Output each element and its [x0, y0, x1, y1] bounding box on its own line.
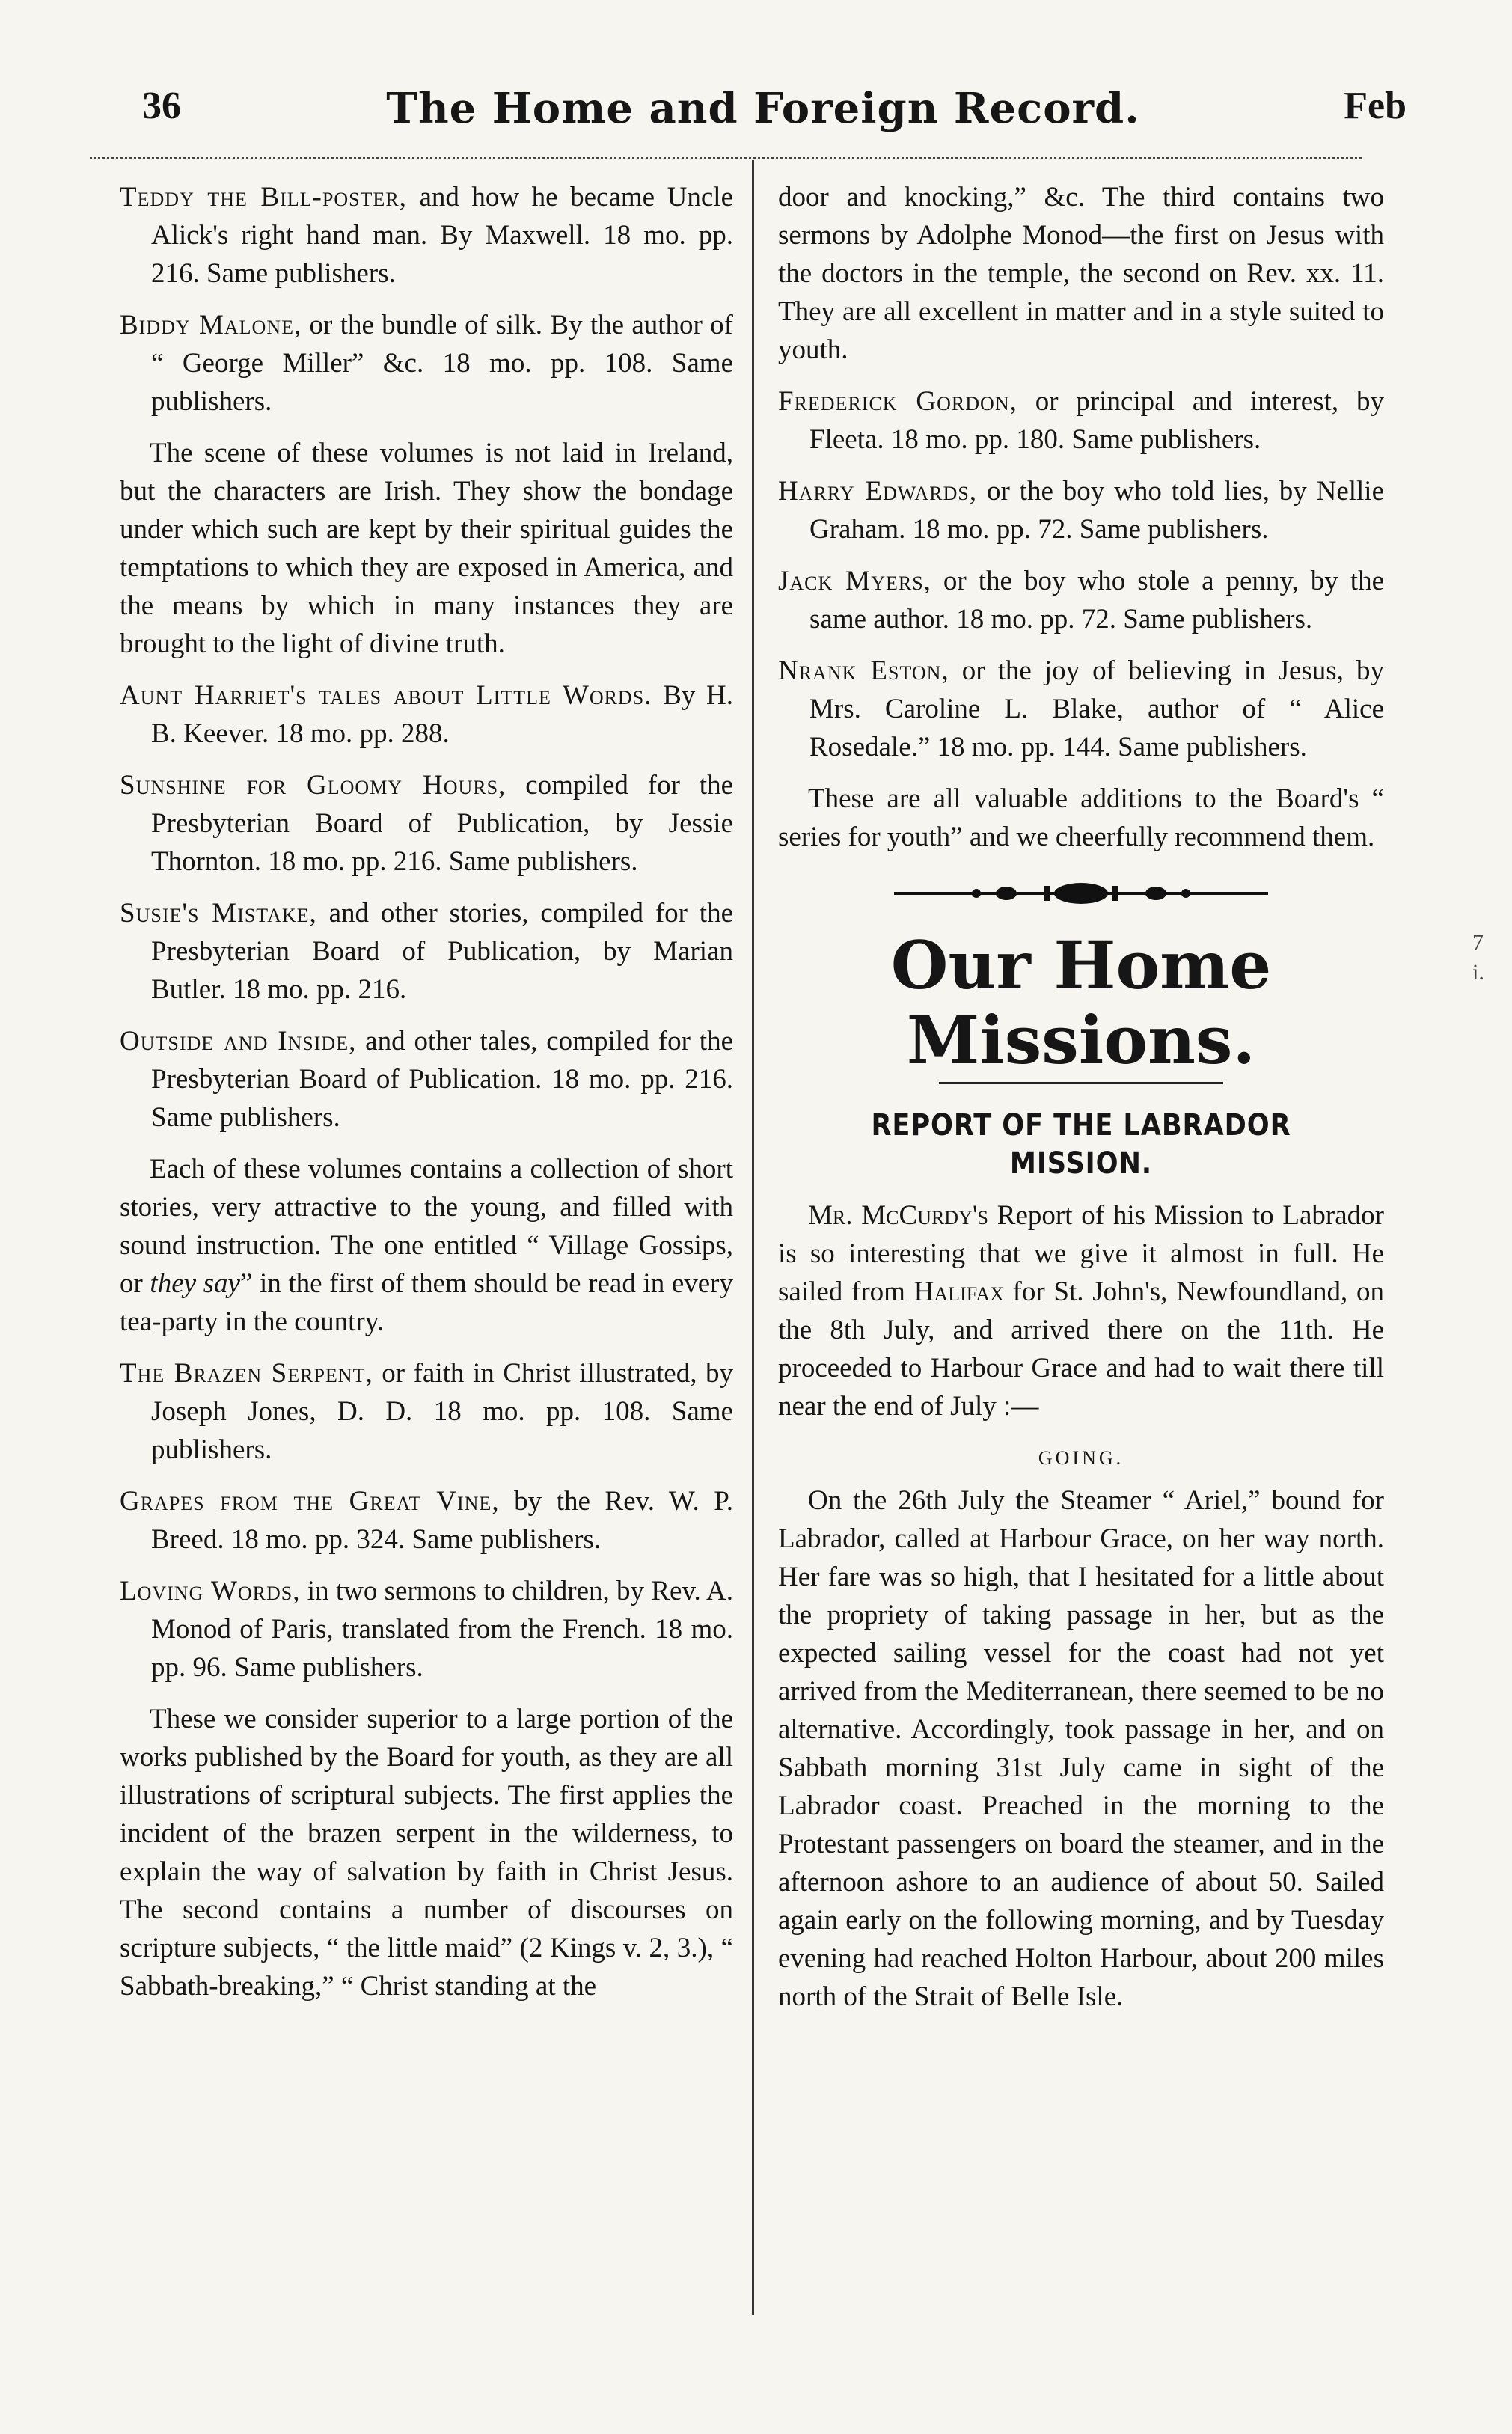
report-heading: REPORT OF THE LABRADOR MISSION. [871, 1108, 1291, 1181]
book-entry [120, 178, 733, 293]
book-title: Nrank Eston, [778, 655, 949, 686]
paragraph [120, 1150, 733, 1341]
book-details: and other tales, compiled for the Presbyterian Board of Publication. 18 mo. pp. 216. Same publishers. [151, 1026, 734, 1133]
paragraph: On the 26th July the Steamer “ Ariel,” bound for Labrador, called at Harbour Grace, on her way north. Her fare was so high, that I hesitated for a little about the propriety of taking passage in her, but as the expected sailing vessel for the coast had not yet arrived from the Mediterranean, there seemed to be no alternative. Accordingly, took passage in her, and on Sabbath morning 31st July came in sight of the Labrador coast. Preached in the morning to the Protestant passengers on board the steamer, and in the afternoon ashore to an audience of about 50. Sailed again early on the following morning, and by Tuesday evening had reached Holton Harbour, about 200 miles north of the Strait of Belle Isle. [778, 1485, 1384, 2012]
book-details: By H. B. Keever. 18 mo. pp. 288. [151, 680, 733, 749]
book-details: or the boy who told lies, by Nellie Graham. 18 mo. pp. 72. Same publishers. [809, 476, 1384, 545]
paragraph-text: Each of these volumes contains a collection of short stories, very attractive to the young, and filled with sound instruction. The one entitled “ Village Gossips, or [120, 1154, 733, 1299]
margin-marks [1472, 928, 1484, 988]
book-details: in two sermons to children, by Rev. A. Monod of Paris, translated from the French. 18 mo. pp. 96. Same publishers. [151, 1576, 733, 1683]
book-entry [120, 894, 733, 1009]
book-details: or the joy of believing in Jesus, by Mrs. Caroline L. Blake, author of “ Alice Rosedale.” 18 mo. pp. 144. Same publishers. [809, 655, 1384, 762]
page-header [120, 84, 1407, 144]
paragraph: door and knocking,” &c. The third contains two sermons by Adolphe Monod—the first on Jesus with the doctors in the temple, the second on Rev. xx. 11. They are all excellent in matter and in a style suited to youth. [778, 182, 1384, 365]
right-column [778, 178, 1384, 2029]
book-entry [778, 652, 1384, 766]
book-entry [120, 306, 733, 421]
section-title: Our Home Missions. [890, 926, 1272, 1079]
paragraph: These are all valuable additions to the Board's “ series for youth” and we cheerfully recommend them. [778, 783, 1384, 852]
book-title: Harry Edwards, [778, 476, 978, 507]
paragraph-text: ” in the first of them should be read in every tea-party in the country. [120, 1268, 733, 1337]
page-number: 36 [142, 85, 181, 127]
book-title: Outside and Inside, [120, 1026, 357, 1057]
book-details: and other stories, compiled for the Presbyterian Board of Publication, by Marian Butler. 18 mo. pp. 216. [151, 898, 733, 1005]
book-title: Sunshine for Gloomy Hours, [120, 770, 506, 801]
decorative-ornament [887, 878, 1276, 908]
book-entry [120, 676, 733, 753]
book-details: by the Rev. W. P. Breed. 18 mo. pp. 324. Same publishers. [151, 1486, 734, 1555]
running-title: The Home and Foreign Record. [386, 84, 1140, 133]
book-title: Grapes from the Great Vine, [120, 1486, 500, 1517]
book-details: compiled for the Presbyterian Board of Publication, by Jessie Thornton. 18 mo. pp. 216. Same publishers. [151, 770, 734, 877]
column-divider [752, 160, 754, 2315]
book-details: and how he became Uncle Alick's right hand man. By Maxwell. 18 mo. pp. 216. Same publishers. [151, 182, 733, 289]
paragraph-text: Report of his Mission to Labrador is so interesting that we give it almost in full. He sailed from [778, 1200, 1385, 1307]
book-title: The Brazen Serpent, [120, 1358, 373, 1389]
book-entry [120, 1572, 733, 1687]
header-month: Feb [1344, 85, 1407, 127]
book-title: Aunt Harriet's tales about Little Words. [120, 680, 652, 711]
book-entry [778, 382, 1384, 459]
paragraph-text: for St. John's, Newfoundland, on the 8th July, and arrived there on the 11th. He proceeded to Harbour Grace and had to wait there till near the end of July :— [778, 1276, 1384, 1422]
book-entry [120, 1354, 733, 1469]
book-details: or the bundle of silk. By the author of “ George Miller” &c. 18 mo. pp. 108. Same publishers. [151, 310, 733, 417]
book-title: Loving Words, [120, 1576, 301, 1606]
book-title: Susie's Mistake, [120, 898, 317, 929]
emphasis-text: they say [150, 1268, 240, 1299]
person-name: Mr. McCurdy's [808, 1200, 988, 1231]
margin-mark: i. [1472, 960, 1484, 985]
place-name: Halifax [913, 1276, 1004, 1307]
book-entry [778, 562, 1384, 638]
book-details: or principal and interest, by Fleeta. 18 mo. pp. 180. Same publishers. [809, 386, 1385, 455]
book-entry [778, 472, 1384, 548]
paragraph [778, 1196, 1384, 1425]
book-details: or the boy who stole a penny, by the same author. 18 mo. pp. 72. Same publishers. [809, 566, 1384, 635]
book-entry [120, 1482, 733, 1559]
subheading: GOING. [1038, 1447, 1124, 1469]
header-divider [90, 157, 1362, 159]
book-entry [120, 1022, 733, 1137]
margin-mark: 7 [1472, 930, 1484, 955]
paragraph: The scene of these volumes is not laid in Ireland, but the characters are Irish. They show the bondage under which such are kept by their spiritual guides the temptations to which they are exposed in America, and the means by which in many instances they are brought to the light of divine truth. [120, 438, 733, 659]
book-entry [120, 766, 733, 881]
left-column [120, 178, 733, 2019]
paragraph: These we consider superior to a large portion of the works published by the Board for youth, as they are all illustrations of scriptural subjects. The first applies the incident of the brazen serpent in the wilderness, to explain the way of salvation by faith in Christ Jesus. The second contains a number of discourses on scripture subjects, “ the little maid” (2 Kings v. 2, 3.), “ Sabbath-breaking,” “ Christ standing at the [120, 1704, 733, 2002]
book-title: Jack Myers, [778, 566, 931, 596]
book-title: Frederick Gordon, [778, 386, 1017, 417]
book-details: or faith in Christ illustrated, by Joseph Jones, D. D. 18 mo. pp. 108. Same publishers. [151, 1358, 733, 1465]
book-title: Biddy Malone, [120, 310, 302, 340]
book-title: Teddy the Bill-poster, [120, 182, 407, 212]
title-underline [939, 1082, 1223, 1084]
